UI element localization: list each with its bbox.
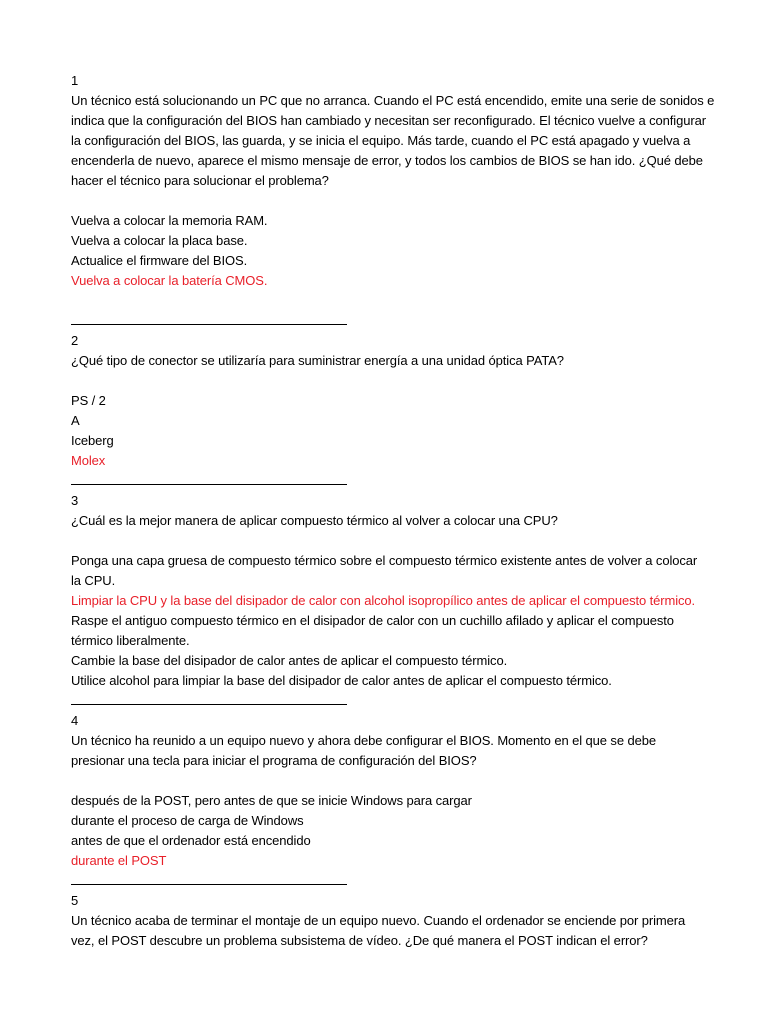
answer-option: después de la POST, pero antes de que se inicie Windows para cargar <box>71 793 472 808</box>
answer-option: A <box>71 413 80 428</box>
answer-option-line: Raspe el antiguo compuesto térmico en el disipador de calor con un cuchillo afilado y aplicar el compuesto <box>71 613 674 628</box>
answer-option: Actualice el firmware del BIOS. <box>71 253 248 268</box>
question-text-line: Un técnico acaba de terminar el montaje de un equipo nuevo. Cuando el ordenador se enciende por primera <box>71 913 686 928</box>
question-text-line: indica que la configuración del BIOS han cambiado y necesitan ser reconfigurado. El técnico vuelve a configurar <box>71 113 706 128</box>
answer-option-line: la CPU. <box>71 573 116 588</box>
correct-answer-option: Molex <box>71 453 106 468</box>
answer-option: Vuelva a colocar la memoria RAM. <box>71 213 268 228</box>
question-4 <box>71 711 707 891</box>
answer-option: Cambie la base del disipador de calor antes de aplicar el compuesto térmico. <box>71 653 508 668</box>
question-text-line: Un técnico está solucionando un PC que no arranca. Cuando el PC está encendido, emite una serie de sonidos e <box>71 93 715 108</box>
answer-option: Vuelva a colocar la placa base. <box>71 233 248 248</box>
question-text-line: la configuración del BIOS, las guarda, y se inicia el equipo. Más tarde, cuando el PC está apagado y vuelva a <box>71 133 691 148</box>
separator-line <box>71 311 707 331</box>
spacer <box>71 771 707 791</box>
question-number: 2 <box>71 333 79 348</box>
separator-line <box>71 691 707 711</box>
question-text-line: vez, el POST descubre un problema subsistema de vídeo. ¿De qué manera el POST indican el error? <box>71 933 648 948</box>
question-number: 5 <box>71 893 79 908</box>
answer-option: Iceberg <box>71 433 114 448</box>
question-text-line: hacer el técnico para solucionar el problema? <box>71 173 329 188</box>
spacer <box>71 291 707 311</box>
correct-answer-option: Limpiar la CPU y la base del disipador de calor con alcohol isopropílico antes de aplicar el compuesto térmico. <box>71 593 696 608</box>
separator-line <box>71 471 707 491</box>
separator-line <box>71 871 707 891</box>
answer-option-line: térmico liberalmente. <box>71 633 190 648</box>
question-2 <box>71 331 707 491</box>
question-text-line: ¿Qué tipo de conector se utilizaría para suministrar energía a una unidad óptica PATA? <box>71 353 564 368</box>
question-text-line: presionar una tecla para iniciar el programa de configuración del BIOS? <box>71 753 477 768</box>
question-text-line: ¿Cuál es la mejor manera de aplicar compuesto térmico al volver a colocar una CPU? <box>71 513 558 528</box>
question-text-line: Un técnico ha reunido a un equipo nuevo y ahora debe configurar el BIOS. Momento en el que se debe <box>71 733 656 748</box>
question-number: 1 <box>71 73 79 88</box>
question-5 <box>71 891 707 951</box>
document-page <box>71 71 715 951</box>
correct-answer-option: Vuelva a colocar la batería CMOS. <box>71 273 268 288</box>
question-text-line: encenderla de nuevo, aparece el mismo mensaje de error, y todos los cambios de BIOS se han ido. ¿Qué debe <box>71 153 703 168</box>
question-number: 4 <box>71 713 79 728</box>
spacer <box>71 531 707 551</box>
spacer <box>71 191 707 211</box>
spacer <box>71 371 707 391</box>
question-3 <box>71 491 707 711</box>
question-number: 3 <box>71 493 79 508</box>
answer-option: PS / 2 <box>71 393 106 408</box>
answer-option: durante el proceso de carga de Windows <box>71 813 304 828</box>
answer-option-line: Ponga una capa gruesa de compuesto térmico sobre el compuesto térmico existente antes de volver a colocar <box>71 553 698 568</box>
correct-answer-option: durante el POST <box>71 853 167 868</box>
answer-option: antes de que el ordenador está encendido <box>71 833 311 848</box>
question-1 <box>71 71 715 331</box>
answer-option: Utilice alcohol para limpiar la base del disipador de calor antes de aplicar el compuesto térmico. <box>71 673 612 688</box>
